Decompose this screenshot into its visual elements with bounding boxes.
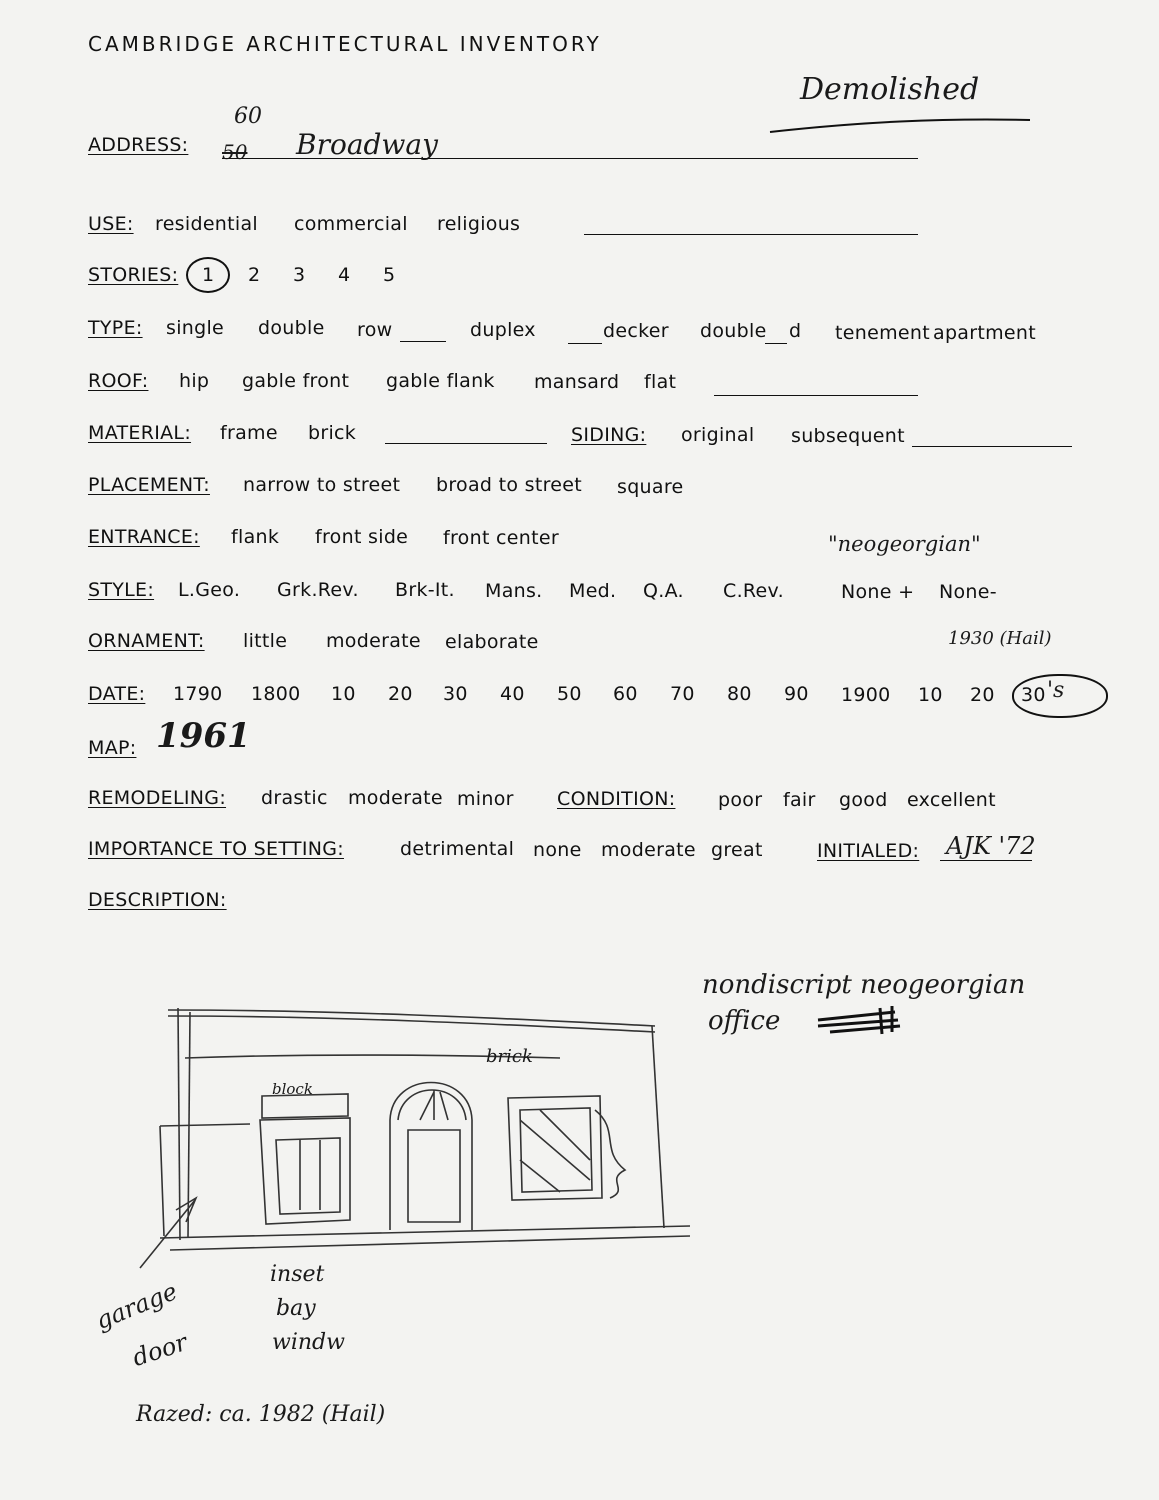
stories-2[interactable]: 2	[248, 264, 261, 286]
sketch-garage-label: garage	[91, 1277, 182, 1335]
type-duplex[interactable]: duplex	[470, 319, 536, 341]
entrance-front-center[interactable]: front center	[443, 527, 559, 549]
date-1860[interactable]: 60	[613, 683, 638, 705]
style-lgeo[interactable]: L.Geo.	[178, 579, 241, 601]
address-street[interactable]: Broadway	[296, 128, 438, 161]
roof-hip[interactable]: hip	[179, 370, 210, 392]
remodeling-drastic[interactable]: drastic	[261, 787, 328, 809]
map-label: MAP:	[88, 737, 137, 759]
use-religious[interactable]: religious	[437, 213, 521, 235]
date-1910[interactable]: 10	[918, 684, 943, 706]
style-none-plus[interactable]: None +	[841, 581, 915, 603]
importance-moderate[interactable]: moderate	[601, 839, 696, 861]
ornament-label: ORNAMENT:	[88, 630, 205, 652]
entrance-label: ENTRANCE:	[88, 526, 200, 548]
type-tenement[interactable]: tenement	[835, 322, 930, 344]
style-label: STYLE:	[88, 579, 155, 601]
importance-none[interactable]: none	[533, 839, 582, 861]
roof-mansard[interactable]: mansard	[534, 371, 620, 393]
entrance-front-side[interactable]: front side	[315, 526, 409, 548]
type-decker[interactable]: decker	[603, 320, 669, 342]
type-label: TYPE:	[88, 317, 143, 339]
razed-note: Razed: ca. 1982 (Hail)	[136, 1402, 386, 1427]
remodeling-label: REMODELING:	[88, 787, 227, 809]
stories-1[interactable]: 1	[202, 264, 215, 286]
importance-great[interactable]: great	[711, 839, 763, 861]
use-residential[interactable]: residential	[155, 213, 259, 235]
stories-5[interactable]: 5	[383, 264, 396, 286]
material-brick[interactable]: brick	[308, 422, 357, 444]
date-1900[interactable]: 1900	[841, 684, 891, 706]
material-frame[interactable]: frame	[220, 422, 278, 444]
type-double-d[interactable]: double	[700, 320, 767, 342]
sketch-brick-label: brick	[486, 1046, 533, 1067]
type-d[interactable]: d	[789, 320, 802, 342]
date-1920[interactable]: 20	[970, 684, 995, 706]
remodeling-minor[interactable]: minor	[457, 788, 514, 810]
use-commercial[interactable]: commercial	[294, 213, 408, 235]
date-1890[interactable]: 90	[784, 683, 809, 705]
ornament-elaborate[interactable]: elaborate	[445, 631, 539, 653]
style-mans[interactable]: Mans.	[485, 580, 543, 602]
roof-label: ROOF:	[88, 370, 149, 392]
style-handwritten-note: "neogeorgian"	[828, 532, 981, 556]
placement-label: PLACEMENT:	[88, 474, 210, 496]
stories-4[interactable]: 4	[338, 264, 351, 286]
demolished-note: Demolished	[800, 72, 980, 107]
sketch-bay-label: bay	[276, 1296, 316, 1321]
style-med[interactable]: Med.	[569, 580, 617, 602]
sketch-block-label: block	[272, 1080, 313, 1098]
page-title: CAMBRIDGE ARCHITECTURAL INVENTORY	[88, 32, 602, 56]
date-1870[interactable]: 70	[670, 683, 695, 705]
ornament-little[interactable]: little	[243, 630, 288, 652]
style-brkit[interactable]: Brk-It.	[395, 579, 455, 601]
siding-label: SIDING:	[571, 424, 647, 446]
siding-original[interactable]: original	[681, 424, 755, 446]
condition-good[interactable]: good	[839, 789, 888, 811]
remodeling-moderate[interactable]: moderate	[348, 787, 443, 809]
date-1850[interactable]: 50	[557, 683, 582, 705]
siding-subsequent[interactable]: subsequent	[791, 425, 905, 447]
importance-label: IMPORTANCE TO SETTING:	[88, 838, 344, 860]
type-double[interactable]: double	[258, 317, 325, 339]
date-1930[interactable]: 30	[1021, 684, 1046, 706]
date-1820[interactable]: 20	[388, 683, 413, 705]
date-1790[interactable]: 1790	[173, 683, 223, 705]
placement-broad[interactable]: broad to street	[436, 474, 583, 496]
style-none-minus[interactable]: None-	[939, 581, 997, 603]
sketch-window-label: windw	[272, 1330, 345, 1355]
date-label: DATE:	[88, 683, 146, 705]
sketch-note-nondescript: nondiscript neogeorgian	[702, 970, 1026, 1000]
style-grkrev[interactable]: Grk.Rev.	[277, 579, 359, 601]
condition-poor[interactable]: poor	[718, 789, 763, 811]
date-1800[interactable]: 1800	[251, 683, 301, 705]
sketch-inset-label: inset	[270, 1262, 325, 1287]
ornament-moderate[interactable]: moderate	[326, 630, 421, 652]
address-struck-number: 50	[222, 140, 248, 164]
map-value: 1961	[156, 716, 251, 756]
material-label: MATERIAL:	[88, 422, 192, 444]
importance-detrimental[interactable]: detrimental	[400, 838, 515, 860]
roof-flat[interactable]: flat	[644, 371, 677, 393]
address-number: 60	[234, 104, 262, 129]
date-handwritten-note: 1930 (Hail)	[948, 628, 1052, 649]
date-1810[interactable]: 10	[331, 683, 356, 705]
type-apartment[interactable]: apartment	[933, 322, 1036, 344]
stories-3[interactable]: 3	[293, 264, 306, 286]
placement-narrow[interactable]: narrow to street	[243, 474, 401, 496]
initialed-value: AJK '72	[946, 832, 1036, 860]
stories-label: STORIES:	[88, 264, 179, 286]
type-row[interactable]: row	[357, 319, 393, 341]
date-selected-suffix: 's	[1047, 678, 1065, 703]
condition-excellent[interactable]: excellent	[907, 789, 996, 811]
date-1880[interactable]: 80	[727, 683, 752, 705]
style-crev[interactable]: C.Rev.	[723, 580, 784, 602]
roof-gable-flank[interactable]: gable flank	[386, 370, 495, 392]
condition-label: CONDITION:	[557, 788, 676, 810]
condition-fair[interactable]: fair	[783, 789, 816, 811]
date-1840[interactable]: 40	[500, 683, 525, 705]
initialed-label: INITIALED:	[817, 840, 920, 862]
sketch-door-label: door	[129, 1328, 191, 1372]
date-1830[interactable]: 30	[443, 683, 468, 705]
style-qa[interactable]: Q.A.	[643, 580, 684, 602]
use-label: USE:	[88, 213, 134, 235]
address-label: ADDRESS:	[88, 134, 189, 156]
placement-square[interactable]: square	[617, 476, 684, 498]
sketch-note-office: office	[708, 1006, 781, 1036]
entrance-flank[interactable]: flank	[231, 526, 280, 548]
type-single[interactable]: single	[166, 317, 225, 339]
description-label: DESCRIPTION:	[88, 889, 227, 911]
roof-gable-front[interactable]: gable front	[242, 370, 350, 392]
